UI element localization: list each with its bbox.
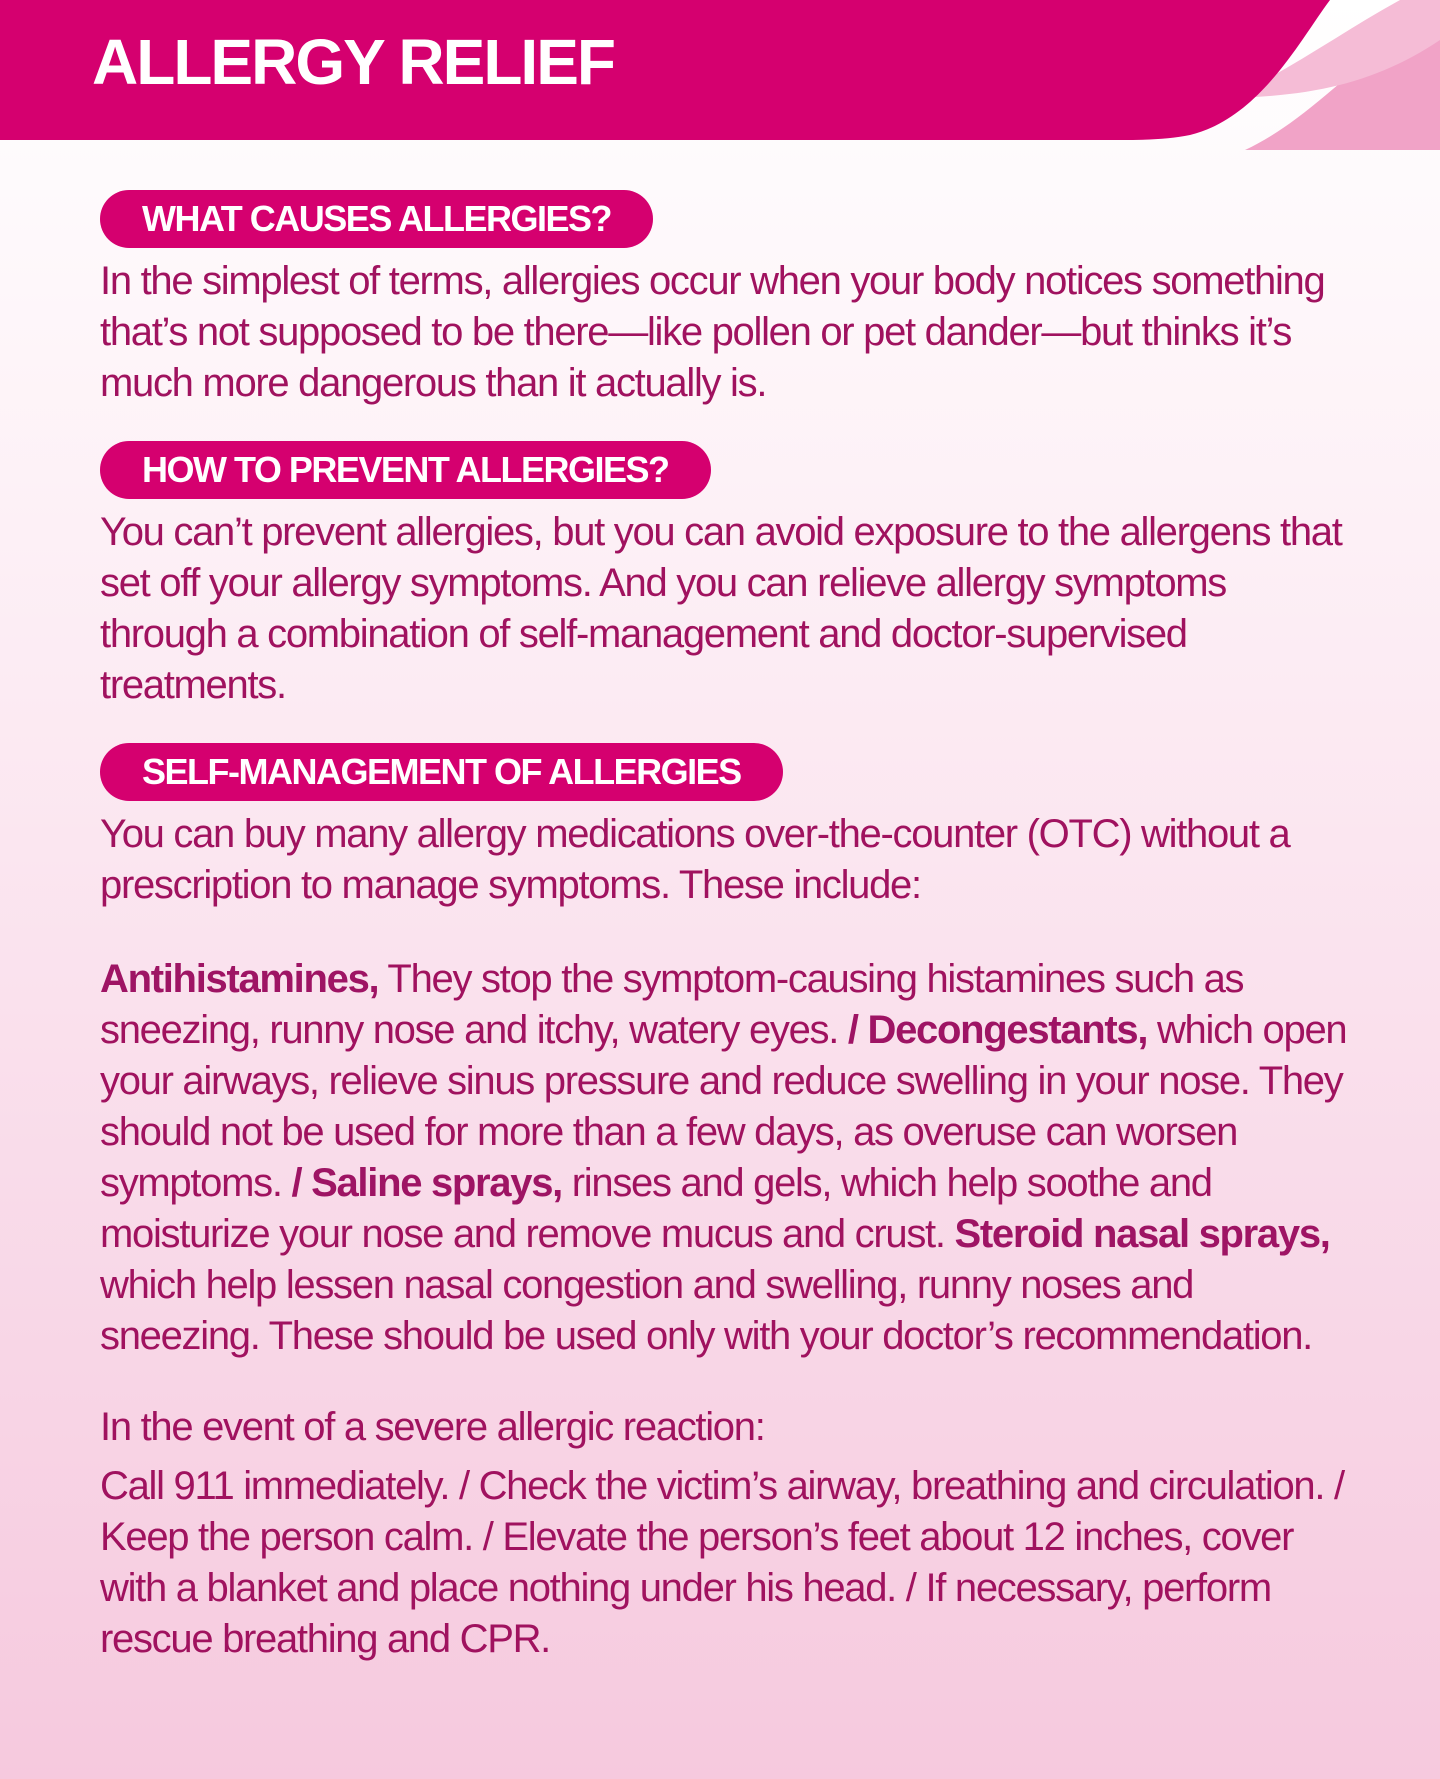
prevent-paragraph: You can’t prevent allergies, but you can avoid exposure to the allergens that set off your allergy symptoms. And you can relieve allergy symptoms through a combination of self-management and doctor-supervised treatments. [100,510,1342,707]
medications-paragraph [100,954,1360,1362]
section-heading-self-management: SELF-MANAGEMENT OF ALLERGIES [100,743,783,801]
severe-reaction-heading: In the event of a severe allergic reaction: [100,1405,765,1449]
page-title: ALLERGY RELIEF [92,26,614,98]
self-management-intro: You can buy many allergy medications over-the-counter (OTC) without a prescription to manage symptoms. These include: [100,812,1290,907]
causes-paragraph: In the simplest of terms, allergies occur when your body notices something that’s not supposed to be there—like pollen or pet dander—but thinks it’s much more dangerous than it actually is. [100,259,1325,405]
saline-sprays-text: rinses and gels, which help soothe and moisturize your nose and remove mucus and crust. [100,1161,1212,1256]
decongestants-label: / Decongestants, [847,1008,1148,1052]
severe-reaction-steps: Call 911 immediately. / Check the victim’s airway, breathing and circulation. / Keep the person calm. / Elevate the person’s feet about 12 inches, cover with a blanket and place nothing under his head. / If necessary, perform rescue breathing and CPR. [100,1464,1344,1661]
decongestants-text: which open your airways, relieve sinus pressure and reduce swelling in your nose. They should not be used for more than a few days, as overuse can worsen symptoms. [100,1008,1347,1205]
steroid-sprays-text: which help lessen nasal congestion and swelling, runny noses and sneezing. These should be used only with your doctor’s recommendation. [100,1263,1312,1358]
saline-sprays-label: / Saline sprays, [291,1161,562,1205]
section-heading-causes: WHAT CAUSES ALLERGIES? [100,190,653,248]
antihistamines-text: They stop the symptom-causing histamines such as sneezing, runny nose and itchy, watery eyes. [100,957,1244,1052]
section-heading-prevent: HOW TO PREVENT ALLERGIES? [100,441,711,499]
main-content [100,190,1360,1665]
antihistamines-label: Antihistamines, [100,957,379,1001]
steroid-sprays-label: Steroid nasal sprays, [954,1212,1330,1256]
